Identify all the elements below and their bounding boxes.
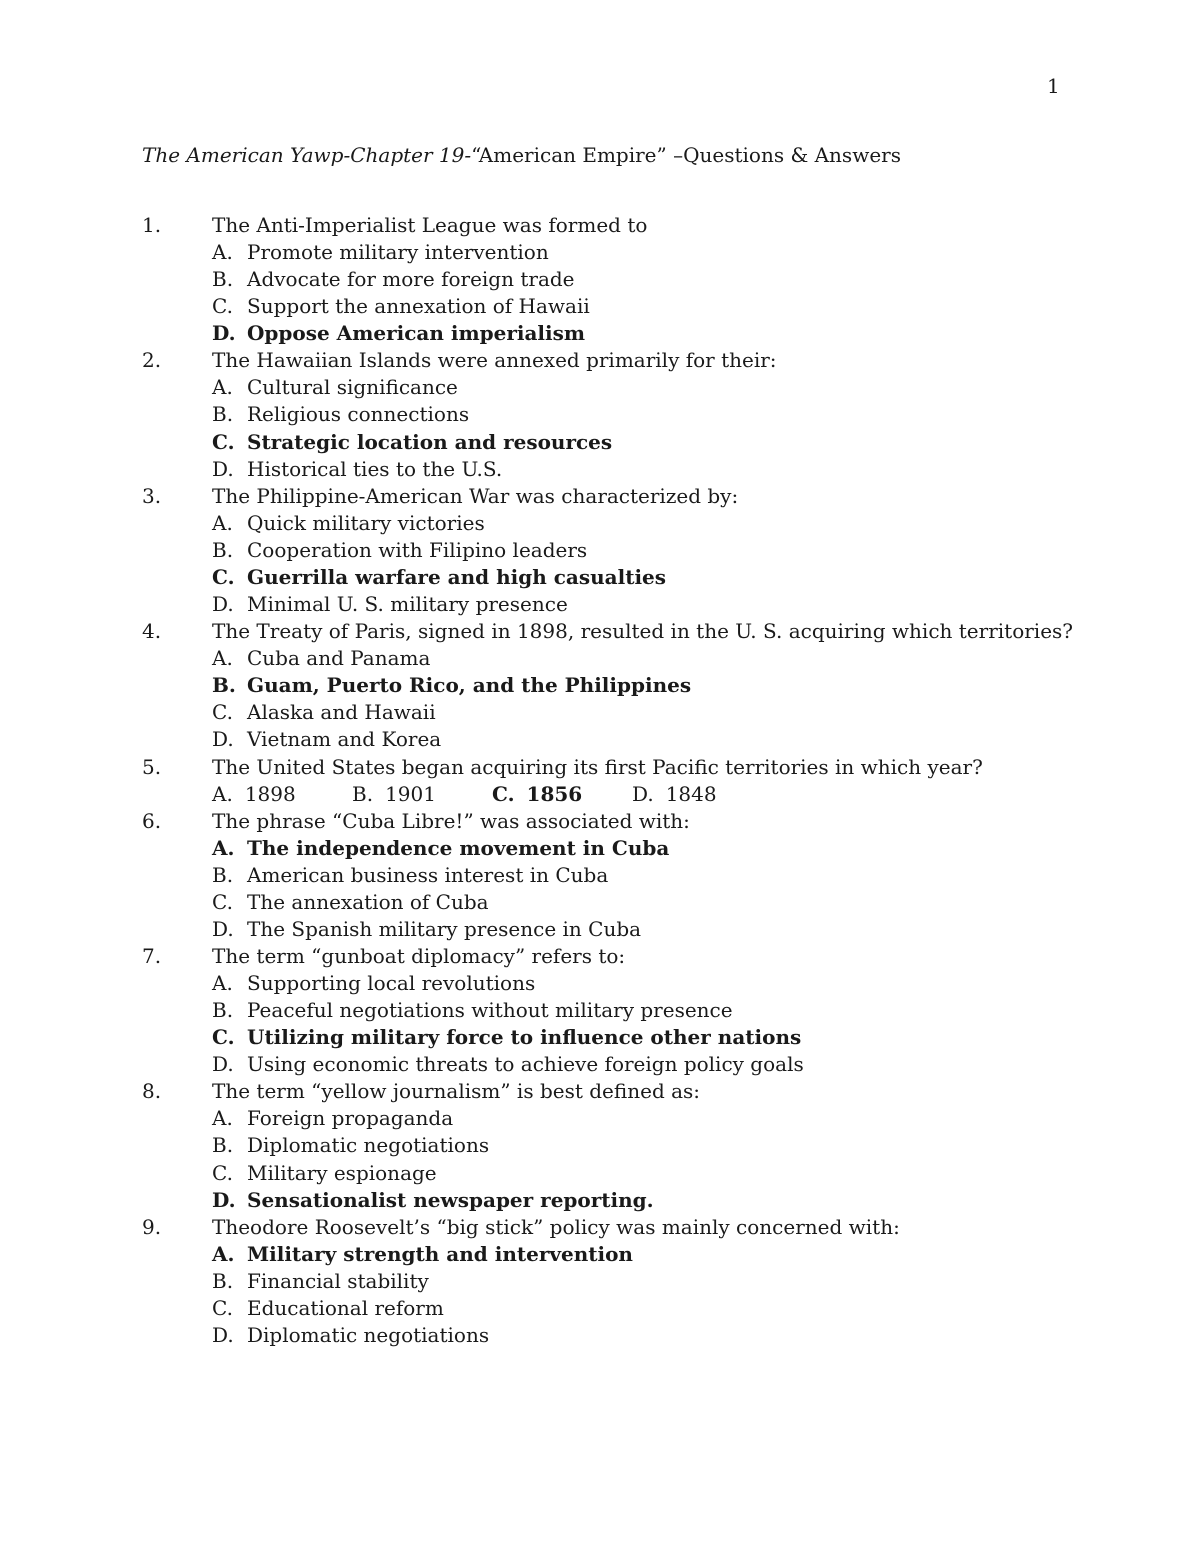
answer-option [142, 1051, 1142, 1078]
answer-options-inline [142, 781, 1142, 808]
option-text: American business interest in Cuba [247, 862, 609, 887]
answer-option [142, 456, 1142, 483]
question-row [142, 754, 1142, 781]
answer-option-correct [142, 320, 1142, 347]
option-text: Foreign propaganda [247, 1106, 454, 1131]
question-text: Theodore Roosevelt’s “big stick” policy was mainly concerned with: [212, 1214, 900, 1239]
question-row [142, 808, 1142, 835]
document-title-italic: The American Yawp-Chapter 19- [142, 143, 472, 167]
option-letter: D. [212, 1187, 236, 1212]
option-text: Diplomatic negotiations [247, 1133, 490, 1158]
option-letter: A. [212, 1241, 235, 1266]
option-text: Military strength and intervention [247, 1241, 633, 1266]
answer-option [142, 239, 1142, 266]
question-row [142, 347, 1142, 374]
option-letter: C. [212, 1160, 233, 1185]
option-text: Military espionage [247, 1160, 437, 1185]
question-row [142, 1078, 1142, 1105]
answer-option [142, 293, 1142, 320]
option-letter: B. [212, 267, 234, 292]
answer-option [212, 781, 296, 808]
answer-option [142, 1105, 1142, 1132]
option-text: Using economic threats to achieve foreign policy goals [247, 1052, 804, 1077]
option-text: 1898 [244, 781, 296, 806]
option-letter: C. [212, 889, 233, 914]
option-letter: C. [492, 781, 515, 806]
document-title [142, 143, 901, 167]
option-text: Alaska and Hawaii [247, 700, 436, 725]
option-letter: D. [212, 1052, 234, 1077]
question-text: The Anti-Imperialist League was formed to [212, 213, 648, 237]
option-letter: B. [352, 781, 374, 806]
question-number: 4. [142, 619, 162, 644]
answer-option [632, 781, 717, 808]
question-list [142, 212, 1142, 1349]
option-text: Guam, Puerto Rico, and the Philippines [247, 673, 692, 698]
option-letter: C. [212, 700, 233, 725]
option-letter: B. [212, 402, 234, 427]
option-text: Cooperation with Filipino leaders [247, 537, 588, 562]
option-text: Advocate for more foreign trade [247, 267, 575, 292]
question-number: 8. [142, 1079, 162, 1104]
answer-option [142, 997, 1142, 1024]
option-letter: A. [212, 970, 233, 995]
option-letter: D. [632, 781, 654, 806]
answer-option [142, 862, 1142, 889]
option-text: Sensationalist newspaper reporting. [247, 1187, 654, 1212]
option-letter: D. [212, 727, 234, 752]
option-letter: C. [212, 429, 235, 454]
page-number: 1 [1047, 74, 1060, 98]
answer-option [142, 1160, 1142, 1187]
question-row [142, 483, 1142, 510]
answer-option [142, 699, 1142, 726]
option-text: Vietnam and Korea [247, 727, 442, 752]
option-text: 1856 [526, 781, 583, 806]
answer-option-correct [142, 564, 1142, 591]
option-letter: D. [212, 456, 234, 481]
option-letter: B. [212, 673, 236, 698]
option-letter: A. [212, 375, 233, 400]
option-letter: A. [212, 1106, 233, 1131]
answer-option [142, 537, 1142, 564]
question-row [142, 943, 1142, 970]
option-text: Cultural significance [247, 375, 458, 400]
question-row [142, 618, 1142, 645]
question-number: 9. [142, 1214, 162, 1239]
question-number: 6. [142, 808, 162, 833]
question-text: The term “yellow journalism” is best defined as: [212, 1079, 701, 1104]
answer-option [142, 374, 1142, 401]
question-row [142, 212, 1142, 239]
option-text: Minimal U. S. military presence [247, 592, 568, 617]
answer-option-correct [142, 1024, 1142, 1051]
answer-option-correct [142, 672, 1142, 699]
option-text: Diplomatic negotiations [247, 1323, 490, 1347]
option-letter: A. [212, 240, 233, 264]
question-text: The Hawaiian Islands were annexed primarily for their: [212, 348, 777, 373]
answer-option-correct [142, 1241, 1142, 1268]
answer-option-correct [492, 781, 582, 808]
option-text: Peaceful negotiations without military presence [247, 998, 733, 1023]
option-text: Historical ties to the U.S. [247, 456, 503, 481]
option-text: Oppose American imperialism [247, 321, 586, 346]
question-text: The Philippine-American War was characterized by: [212, 483, 739, 508]
answer-option [142, 916, 1142, 943]
question-number: 1. [142, 213, 162, 237]
answer-option-correct [142, 1187, 1142, 1214]
option-text: The independence movement in Cuba [247, 835, 670, 860]
answer-option [142, 1322, 1142, 1349]
option-letter: B. [212, 998, 234, 1023]
answer-option [142, 970, 1142, 997]
answer-option [142, 401, 1142, 428]
option-letter: D. [212, 916, 234, 941]
option-letter: B. [212, 862, 234, 887]
option-letter: C. [212, 1025, 235, 1050]
option-letter: B. [212, 1268, 234, 1293]
option-text: Utilizing military force to influence other nations [247, 1025, 802, 1050]
option-text: Religious connections [247, 402, 470, 427]
answer-option [142, 510, 1142, 537]
option-letter: A. [212, 835, 235, 860]
answer-option [142, 645, 1142, 672]
answer-option [142, 1132, 1142, 1159]
answer-option [142, 1295, 1142, 1322]
question-number: 5. [142, 754, 162, 779]
question-text: The Treaty of Paris, signed in 1898, resulted in the U. S. acquiring which territories? [212, 619, 1074, 644]
option-text: The Spanish military presence in Cuba [247, 916, 642, 941]
answer-option-correct [142, 429, 1142, 456]
question-text: The United States began acquiring its first Pacific territories in which year? [212, 754, 983, 779]
option-letter: C. [212, 564, 235, 589]
option-text: Cuba and Panama [247, 646, 431, 671]
option-text: Strategic location and resources [247, 429, 613, 454]
question-text: The phrase “Cuba Libre!” was associated with: [212, 808, 690, 833]
answer-option [142, 266, 1142, 293]
option-text: Financial stability [247, 1268, 429, 1293]
question-row [142, 1214, 1142, 1241]
question-number: 3. [142, 483, 162, 508]
option-letter: C. [212, 1295, 233, 1320]
option-text: Promote military intervention [247, 240, 549, 264]
document-title-rest: “American Empire” –Questions & Answers [471, 143, 901, 167]
question-number: 2. [142, 348, 162, 373]
option-text: Guerrilla warfare and high casualties [247, 564, 667, 589]
option-letter: D. [212, 321, 236, 346]
option-letter: B. [212, 1133, 234, 1158]
answer-option [142, 726, 1142, 753]
option-letter: D. [212, 1323, 234, 1347]
answer-option [352, 781, 436, 808]
answer-option-correct [142, 835, 1142, 862]
option-letter: A. [212, 510, 233, 535]
answer-option [142, 591, 1142, 618]
answer-option [142, 1268, 1142, 1295]
option-text: Quick military victories [247, 510, 485, 535]
option-text: Support the annexation of Hawaii [247, 294, 590, 319]
option-text: Supporting local revolutions [247, 970, 536, 995]
option-letter: C. [212, 294, 233, 319]
option-letter: D. [212, 592, 234, 617]
question-text: The term “gunboat diplomacy” refers to: [212, 943, 626, 968]
answer-option [142, 889, 1142, 916]
option-text: Educational reform [247, 1295, 444, 1320]
option-text: 1901 [385, 781, 436, 806]
question-number: 7. [142, 943, 162, 968]
option-letter: A. [212, 781, 233, 806]
option-letter: B. [212, 537, 234, 562]
option-text: 1848 [665, 781, 717, 806]
option-letter: A. [212, 646, 233, 671]
option-text: The annexation of Cuba [247, 889, 489, 914]
